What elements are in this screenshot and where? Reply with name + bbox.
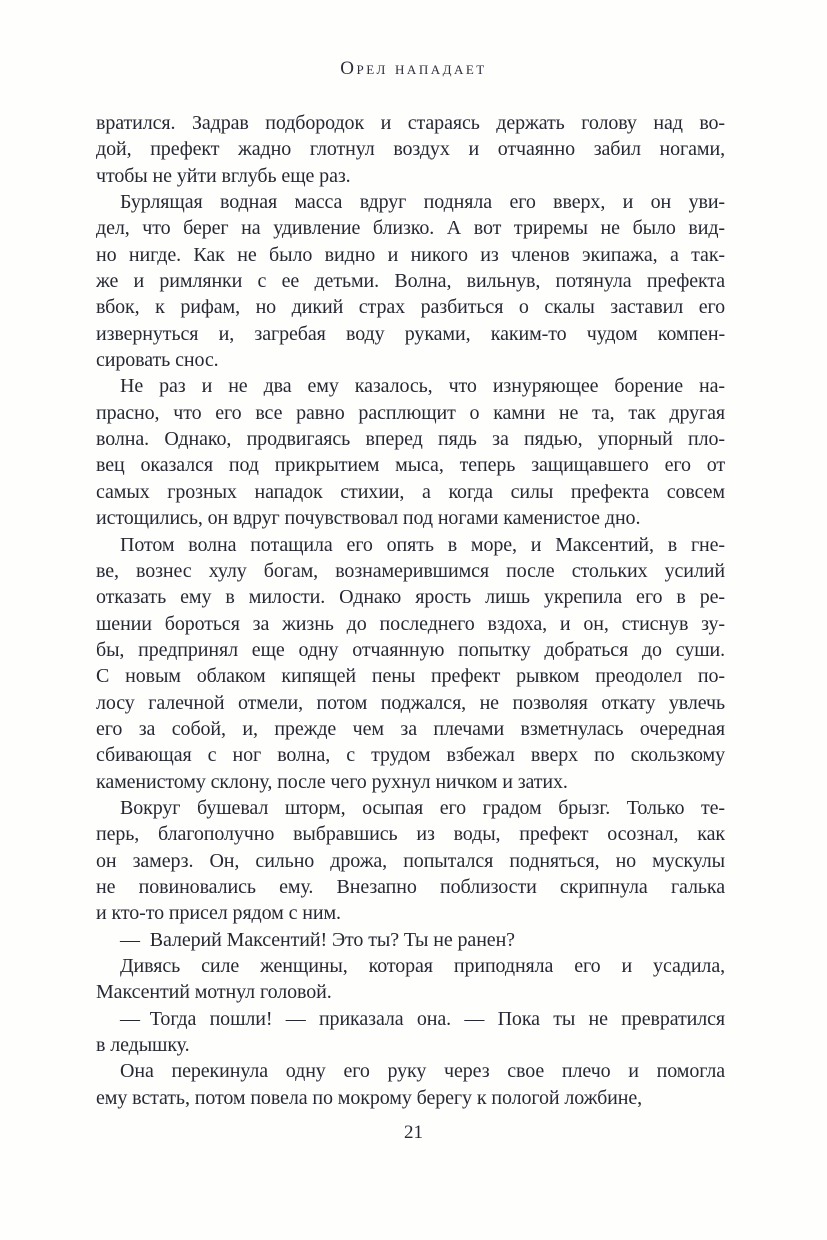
paragraph xyxy=(96,1006,725,1059)
text-line: самых грозных нападок стихии, а когда силы префекта совсем xyxy=(96,480,725,503)
text-line: в ледышку. xyxy=(96,1034,190,1057)
text-line: Вокруг бушевал шторм, осыпая его градом брызг. Только те- xyxy=(120,796,725,819)
text-line: Не раз и не два ему казалось, что изнуряющее борение на- xyxy=(120,375,725,398)
page-body xyxy=(96,110,725,1111)
text-line: дел, что берег на удивление близко. А вот триремы не было вид- xyxy=(96,217,725,240)
paragraph xyxy=(96,189,725,373)
paragraph xyxy=(96,1058,725,1111)
text-line: Бурлящая водная масса вдруг подняла его вверх, и он уви- xyxy=(120,191,725,214)
text-line: шении бороться за жизнь до последнего вздоха, и он, стиснув зу- xyxy=(96,612,725,635)
paragraph xyxy=(96,373,725,531)
paragraph xyxy=(96,953,725,1006)
text-line: дой, префект жадно глотнул воздух и отчаянно забил ногами, xyxy=(96,138,725,161)
text-line: истощились, он вдруг почувствовал под ногами каменистое дно. xyxy=(96,507,641,530)
text-line: чтобы не уйти вглубь еще раз. xyxy=(96,164,351,187)
text-line: Максентий мотнул головой. xyxy=(96,981,332,1004)
text-line: Потом волна потащила его опять в море, и Максентий, в гне- xyxy=(120,533,725,556)
paragraph xyxy=(96,795,725,927)
text-line: вбок, к рифам, но дикий страх разбиться о скалы заставил его xyxy=(96,296,725,319)
paragraph xyxy=(96,532,725,795)
running-header: Орел нападает xyxy=(340,58,487,79)
page-number: 21 xyxy=(404,1122,423,1143)
text-line: же и римлянки с ее детьми. Волна, вильнув, потянула префекта xyxy=(96,270,725,293)
text-line: и кто-то присел рядом с ним. xyxy=(96,902,341,925)
text-line: его за собой, и, прежде чем за плечами взметнулась очередная xyxy=(96,717,725,740)
text-line: — Валерий Максентий! Это ты? Ты не ранен? xyxy=(120,928,515,951)
paragraph xyxy=(96,927,725,953)
text-line: волна. Однако, продвигаясь вперед пядь за пядью, упорный пло- xyxy=(96,428,725,451)
text-line: он замерз. Он, сильно дрожа, попытался подняться, но мускулы xyxy=(96,849,725,872)
text-line: но нигде. Как не было видно и никого из членов экипажа, а так- xyxy=(96,243,725,266)
text-line: извернуться и, загребая воду руками, каким-то чудом компен- xyxy=(96,322,725,345)
text-line: С новым облаком кипящей пены префект рывком преодолел по- xyxy=(96,665,725,688)
text-line: Дивясь силе женщины, которая приподняла его и усадила, xyxy=(120,955,725,977)
text-line: отказать ему в милости. Однако ярость лишь укрепила его в ре- xyxy=(96,586,725,609)
text-line: ве, вознес хулу богам, вознамерившимся после стольких усилий xyxy=(96,559,725,582)
text-line: вец оказался под прикрытием мыса, теперь защищавшего его от xyxy=(96,454,725,477)
text-line: прасно, что его все равно расплющит о камни не та, так другая xyxy=(96,401,725,424)
text-line: сировать снос. xyxy=(96,349,219,372)
text-line: лосу галечной отмели, потом поджался, не позволяя откату увлечь xyxy=(96,691,725,714)
text-line: ему встать, потом повела по мокрому берегу к пологой ложбине, xyxy=(96,1086,643,1109)
paragraph xyxy=(96,110,725,189)
text-line: сбивающая с ног волна, с трудом взбежал вверх по скользкому xyxy=(96,744,725,767)
text-line: каменистому склону, после чего рухнул ничком и затих. xyxy=(96,770,568,793)
text-line: — Тогда пошли! — приказала она. — Пока ты не превратился xyxy=(120,1007,725,1030)
text-line: Она перекинула одну его руку через свое плечо и помогла xyxy=(120,1060,725,1083)
text-line: вратился. Задрав подбородок и стараясь держать голову над во- xyxy=(96,112,725,134)
text-line: перь, благополучно выбравшись из воды, префект осознал, как xyxy=(96,823,725,846)
text-line: не повиновались ему. Внезапно поблизости скрипнула галька xyxy=(96,875,725,898)
text-line: бы, предпринял еще одну отчаянную попытку добраться до суши. xyxy=(96,638,725,661)
